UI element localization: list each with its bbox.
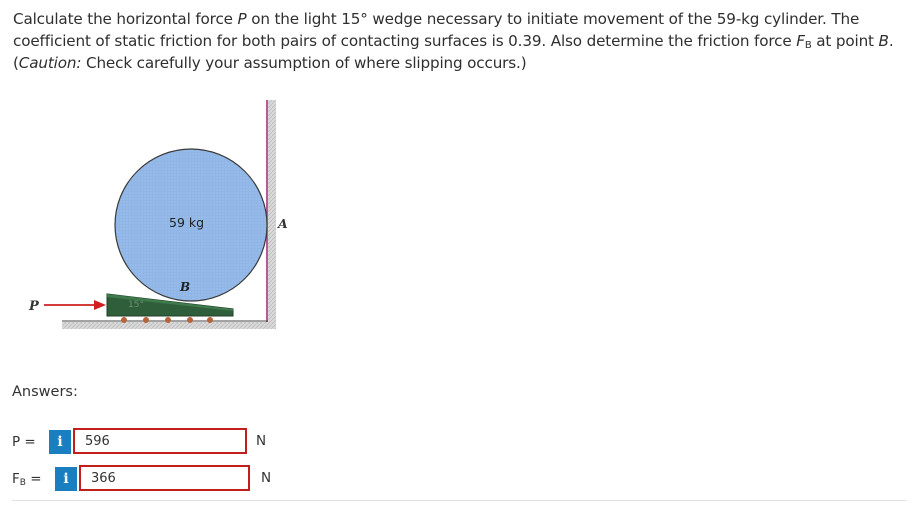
problem-text-2: on the light 15° wedge necessary to initiate movement of the 59-kg cylinder. The coefficient of static friction for both pairs of contacting surfaces is 0.39. Also determine the friction force <box>13 10 860 50</box>
info-icon[interactable]: i <box>49 430 71 454</box>
ground-hatch <box>62 322 276 329</box>
problem-text-1: Calculate the horizontal force <box>13 10 238 28</box>
answer-label-fb-main: F <box>12 471 20 487</box>
force-arrow-head <box>94 300 106 310</box>
answer-label-p: P = <box>12 434 36 450</box>
problem-text-4: . ( <box>13 32 894 72</box>
point-label-a: A <box>278 216 288 231</box>
unit-label-fb: N <box>261 470 272 486</box>
problem-text-5: Check carefully your assumption of where slipping occurs.) <box>81 54 527 72</box>
unit-label-p: N <box>256 433 267 449</box>
variable-p: P <box>237 10 247 28</box>
roller-3 <box>165 317 171 323</box>
answer-label-fb <box>12 471 42 487</box>
bottom-divider <box>12 500 907 501</box>
point-label-b: B <box>180 280 191 294</box>
roller-2 <box>143 317 149 323</box>
variable-f-subscript: B <box>804 40 812 51</box>
variable-f: F <box>796 32 805 50</box>
answer-input-fb[interactable] <box>79 465 250 491</box>
problem-text-3: at point <box>811 32 879 50</box>
answer-label-fb-eq: = <box>25 471 42 487</box>
answer-label-fb-sub: B <box>19 478 26 488</box>
roller-5 <box>207 317 213 323</box>
roller-1 <box>121 317 127 323</box>
problem-statement <box>13 8 908 74</box>
point-b-reference: B <box>878 32 889 50</box>
caution-label: Caution: <box>18 54 82 72</box>
answer-input-p[interactable] <box>73 428 247 454</box>
force-label-p: P <box>29 299 39 314</box>
answers-heading: Answers: <box>12 384 78 400</box>
mass-label: 59 kg <box>169 215 205 230</box>
wall-hatch <box>268 100 276 326</box>
roller-4 <box>187 317 193 323</box>
info-icon[interactable]: i <box>55 467 77 491</box>
angle-label: 15° <box>128 300 144 310</box>
